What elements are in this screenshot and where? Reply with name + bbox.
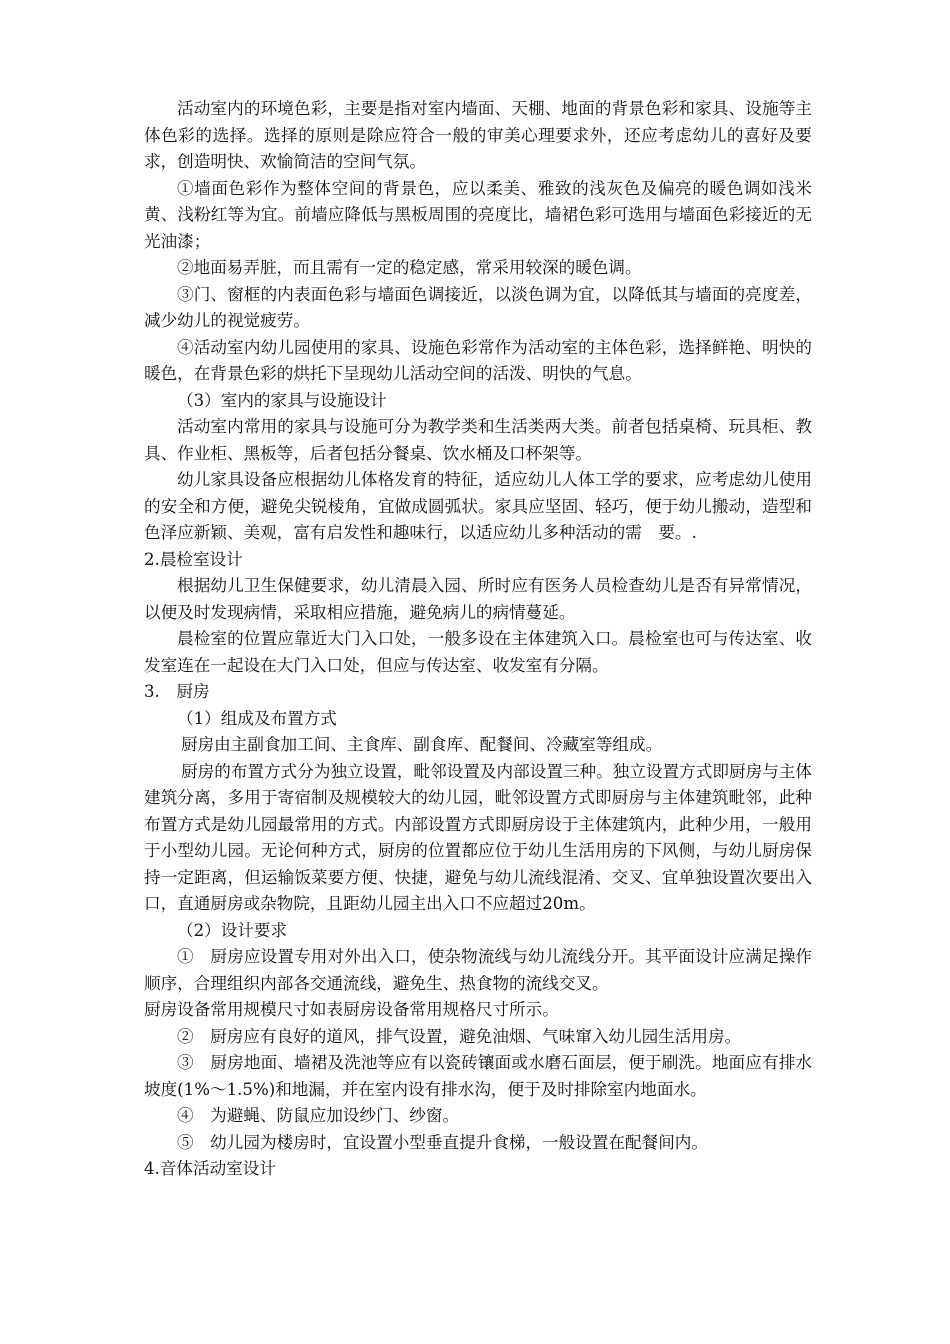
paragraph: 厨房的布置方式分为独立设置，毗邻设置及内部设置三种。独立设置方式即厨房与主体建筑分离，多用于寄宿制及规模较大的幼儿园，毗邻设置方式即厨房与主体建筑毗邻，此种布置方式是幼儿园最常用的方式。内部设置方式即厨房设于主体建筑内，此种少用，一般用于小型幼儿园。无论何种方式，厨房的位置都应位于幼儿生活用房的下风侧，与幼儿厨房保持一定距离，但运输饭菜要方便、快捷，避免与幼儿流线混淆、交叉、宜单独设置次要出入口，直通厨房或杂物院，且距幼儿园主出入口不应超过20m。 [144, 761, 812, 913]
paragraph: 厨房设备常用规模尺寸如表厨房设备常用规格尺寸所示。 [144, 1000, 559, 1019]
paragraph: ②地面易弄脏，而且需有一定的稳定感，常采用较深的暖色调。 [177, 258, 642, 277]
paragraph: ⑤ 幼儿园为楼房时，宜设置小型垂直提升食梯，一般设置在配餐间内。 [177, 1132, 708, 1152]
section-heading: 3. 厨房 [144, 682, 210, 701]
section-heading: 2.晨检室设计 [144, 549, 243, 569]
paragraph: 厨房由主副食加工间、主食库、副食库、配餐间、冷藏室等组成。 [181, 735, 663, 754]
subsection-heading: （1）组成及布置方式 [177, 708, 337, 728]
paragraph: ① 厨房应设置专用对外出入口，使杂物流线与幼儿流线分开。其平面设计应满足操作顺序，合理组织内部各交通流线，避免生、热食物的流线交叉。 [144, 947, 812, 993]
section-heading: 4.音体活动室设计 [144, 1159, 276, 1178]
paragraph: 晨检室的位置应靠近大门入口处，一般多设在主体建筑入口。晨检室也可与传达室、收发室连在一起设在大门入口处，但应与传达室、收发室有分隔。 [144, 629, 812, 675]
body-text [144, 96, 812, 1183]
paragraph: ③ 厨房地面、墙裙及洗池等应有以瓷砖镶面或水磨石面层，便于刷洗。地面应有排水坡度(1%～1.5%)和地漏，并在室内设有排水沟，便于及时排除室内地面水。 [144, 1053, 812, 1099]
subsection-heading: （3）室内的家具与设施设计 [177, 390, 387, 410]
paragraph: 根据幼儿卫生保健要求，幼儿清晨入园、所时应有医务人员检查幼儿是否有异常情况，以便及时发现病情，采取相应措施，避免病儿的病情蔓延。 [144, 576, 812, 622]
paragraph: 活动室内常用的家具与设施可分为教学类和生活类两大类。前者包括桌椅、玩具柜、教具、作业柜、黑板等，后者包括分餐桌、饮水桶及口杯架等。 [144, 417, 812, 463]
paragraph: ④活动室内幼儿园使用的家具、设施色彩常作为活动室的主体色彩，选择鲜艳、明快的暖色，在背景色彩的烘托下呈现幼儿活动空间的活泼、明快的气息。 [144, 337, 812, 383]
paragraph: ② 厨房应有良好的道风，排气设置，避免油烟、气味窜入幼儿园生活用房。 [177, 1026, 742, 1046]
subsection-heading: （2）设计要求 [177, 920, 288, 940]
paragraph: ④ 为避蝇、防鼠应加设纱门、纱窗。 [177, 1106, 460, 1125]
paragraph: 活动室内的环境色彩，主要是指对室内墙面、天棚、地面的背景色彩和家具、设施等主体色彩的选择。选择的原则是除应符合一般的审美心理要求外，还应考虑幼儿的喜好及要求，创造明快、欢愉简洁的空间气氛。 [144, 99, 812, 171]
paragraph: ③门、窗框的内表面色彩与墙面色调接近，以淡色调为宜，以降低其与墙面的亮度差，减少幼儿的视觉疲劳。 [144, 284, 812, 330]
paragraph: 幼儿家具设备应根据幼儿体格发育的特征，适应幼儿人体工学的要求，应考虑幼儿使用的安全和方便，避免尖锐棱角，宜做成圆弧状。家具应坚固、轻巧，便于幼儿搬动，造型和色泽应新颖、美观，富有启发性和趣味行，以适应幼儿多种活动的需 要。. [144, 470, 812, 542]
paragraph: ①墙面色彩作为整体空间的背景色，应以柔美、雅致的浅灰色及偏亮的暖色调如浅米黄、浅粉红等为宜。前墙应降低与黑板周围的亮度比，墙裙色彩可选用与墙面色彩接近的无光油漆； [144, 178, 812, 251]
